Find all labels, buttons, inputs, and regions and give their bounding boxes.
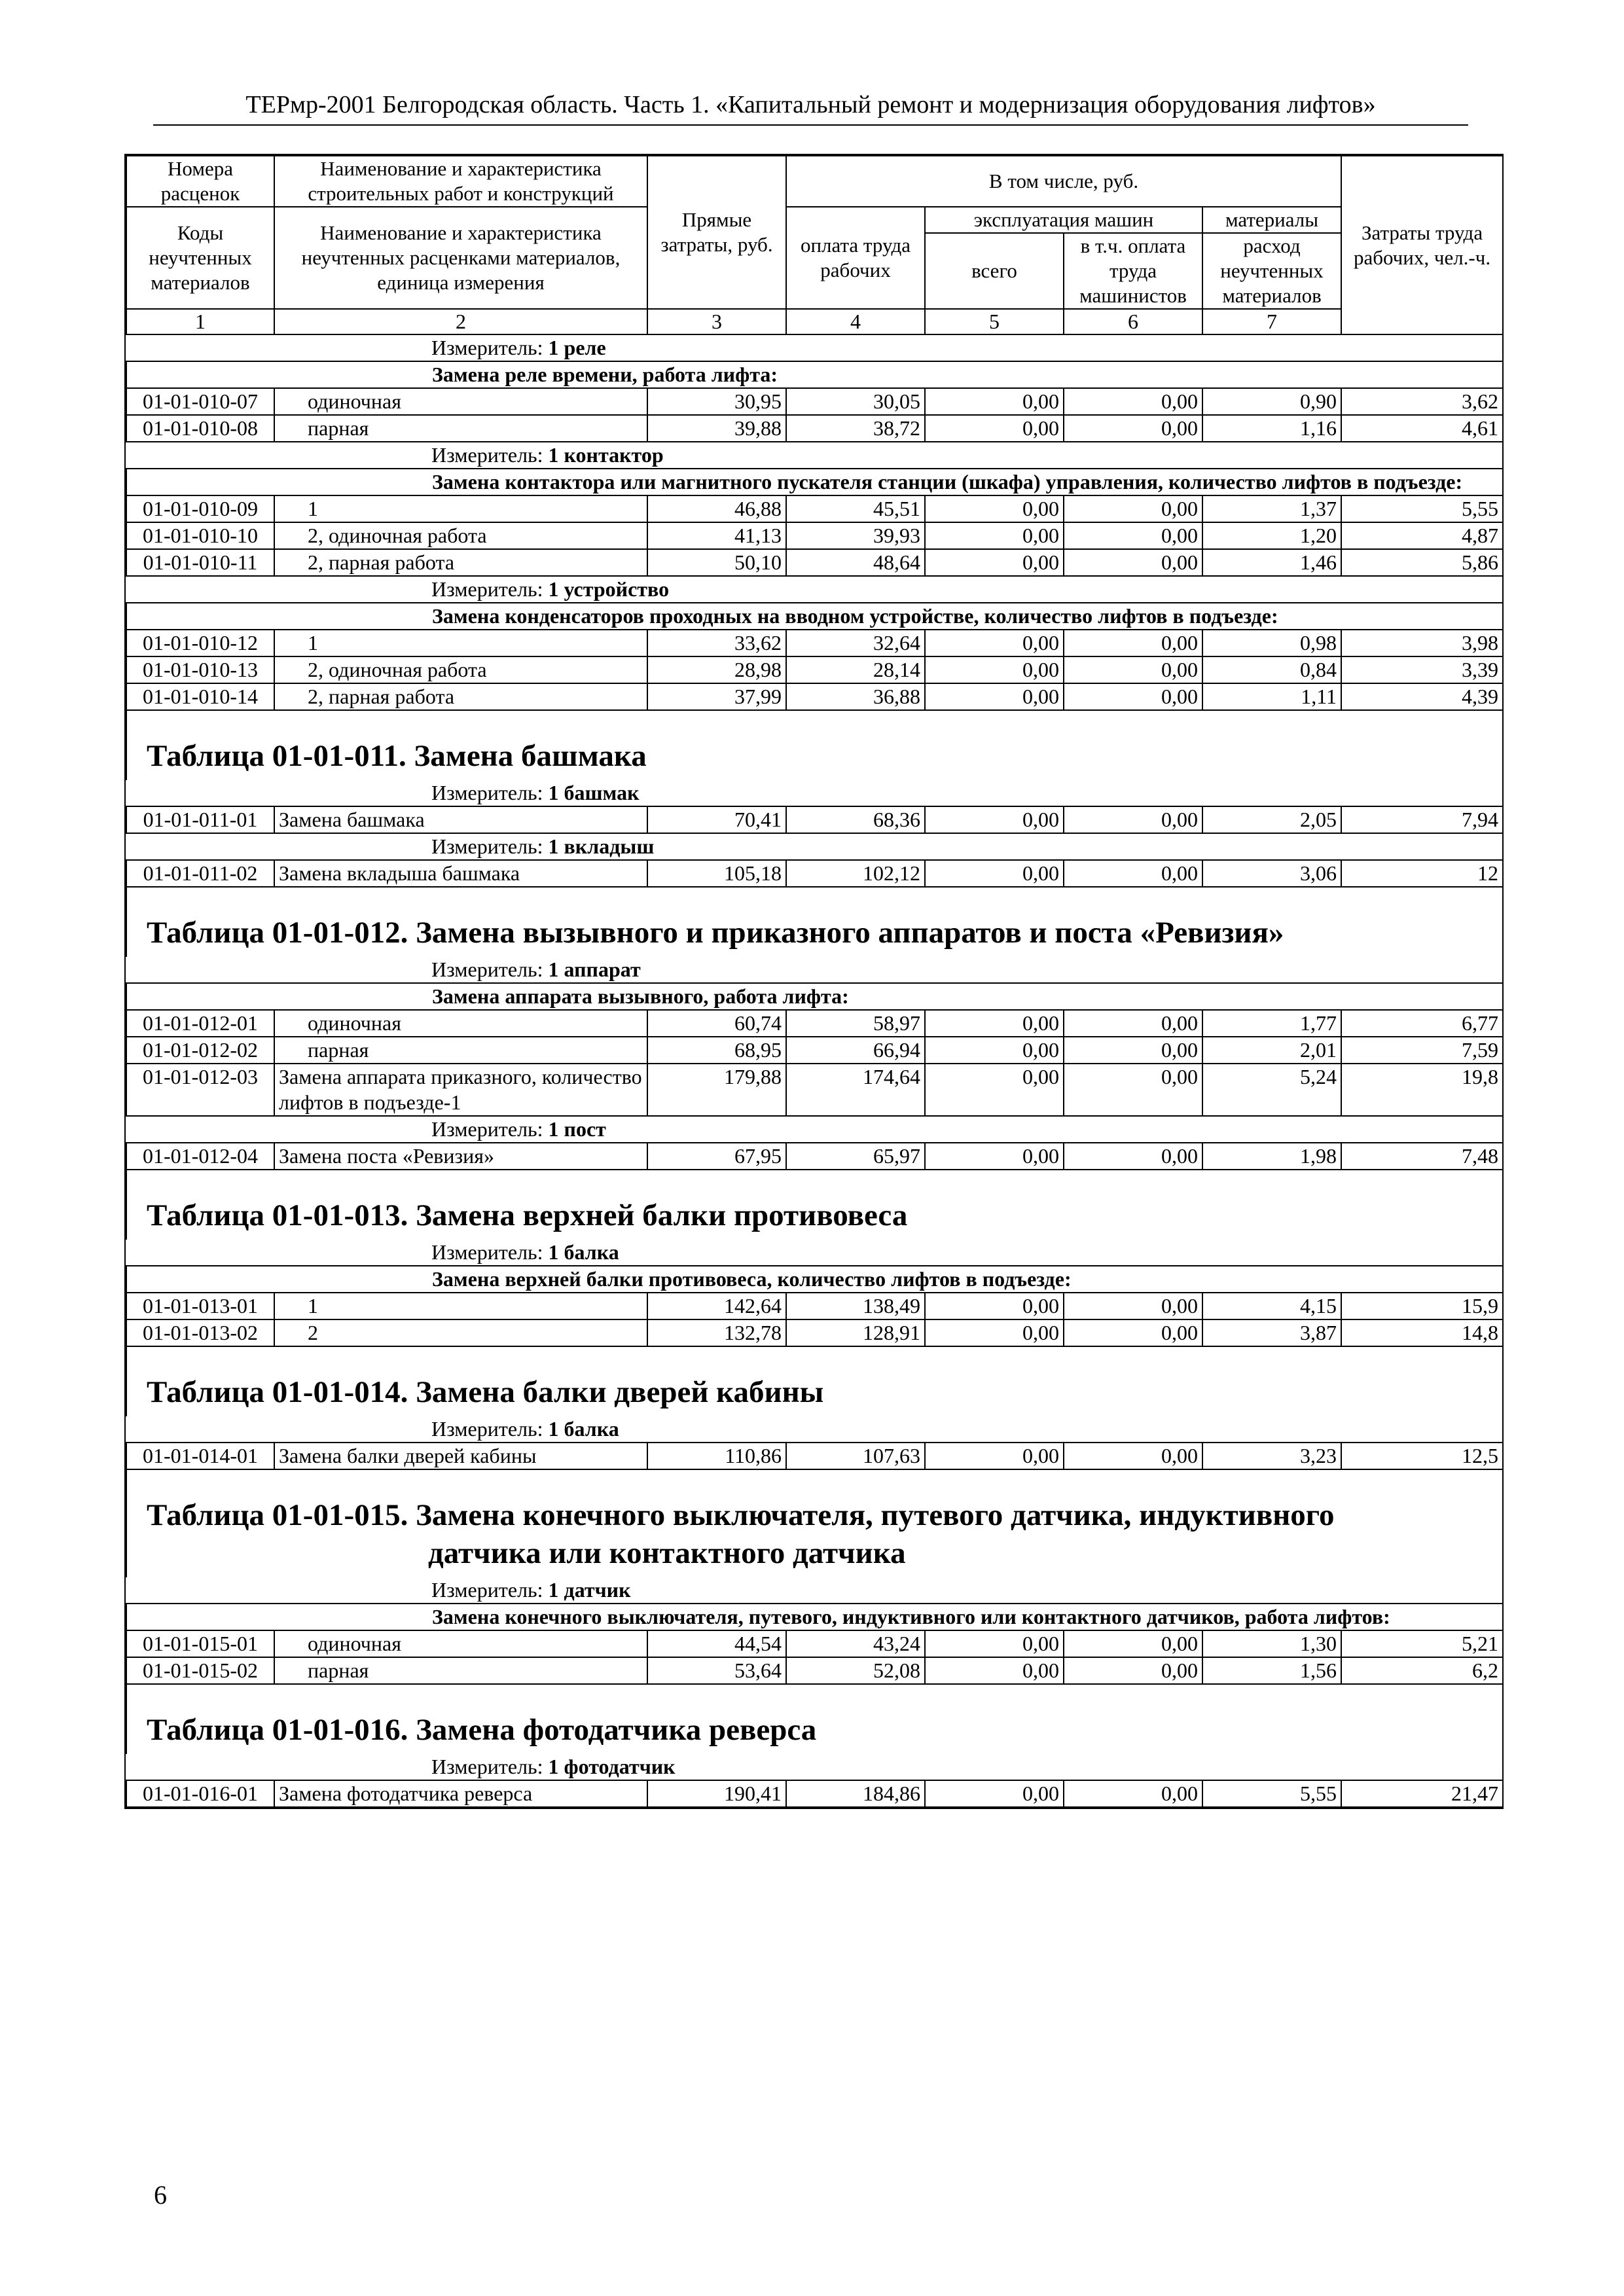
col-header-rate-numbers: Номера расценок bbox=[126, 156, 274, 207]
machines-total-cell: 0,00 bbox=[925, 549, 1064, 576]
rate-row bbox=[126, 1010, 1503, 1037]
rate-code: 01-01-011-02 bbox=[126, 860, 274, 887]
rate-code: 01-01-015-02 bbox=[126, 1657, 274, 1684]
rate-row bbox=[126, 1064, 1503, 1116]
work-name: одиночная bbox=[274, 388, 647, 415]
rate-row bbox=[126, 1037, 1503, 1064]
rate-code: 01-01-012-01 bbox=[126, 1010, 274, 1037]
rate-row bbox=[126, 630, 1503, 656]
work-name: Замена балки дверей кабины bbox=[274, 1443, 647, 1469]
rate-code: 01-01-012-04 bbox=[126, 1143, 274, 1170]
rate-row bbox=[126, 495, 1503, 522]
worker-pay-cell: 68,36 bbox=[786, 806, 925, 833]
rate-row bbox=[126, 1143, 1503, 1170]
measure-unit-value: 1 аппарат bbox=[548, 958, 641, 981]
work-name: 2, парная работа bbox=[274, 683, 647, 710]
machines-total-cell: 0,00 bbox=[925, 415, 1064, 442]
work-name: Замена фотодатчика реверса bbox=[274, 1780, 647, 1807]
work-name: парная bbox=[274, 415, 647, 442]
machines-total-cell: 0,00 bbox=[925, 656, 1064, 683]
worker-pay-cell: 184,86 bbox=[786, 1780, 925, 1807]
col-header-material-codes: Коды неучтенных материалов bbox=[126, 207, 274, 309]
machines-total-cell: 0,00 bbox=[925, 1657, 1064, 1684]
machines-total-cell: 0,00 bbox=[925, 1037, 1064, 1064]
measure-unit-value: 1 устройство bbox=[548, 577, 670, 601]
measure-unit-label: Измеритель: bbox=[431, 1117, 549, 1141]
column-number: 7 bbox=[1202, 309, 1341, 334]
rate-code: 01-01-010-07 bbox=[126, 388, 274, 415]
work-name: 2, одиночная работа bbox=[274, 522, 647, 549]
rate-row bbox=[126, 549, 1503, 576]
machines-total-cell: 0,00 bbox=[925, 495, 1064, 522]
operator-pay-cell: 0,00 bbox=[1064, 1064, 1202, 1116]
col-header-worker-pay: оплата труда рабочих bbox=[786, 207, 925, 309]
direct-costs-cell: 28,98 bbox=[647, 656, 786, 683]
work-name: одиночная bbox=[274, 1010, 647, 1037]
work-group-heading: Замена контактора или магнитного пускателя станции (шкафа) управления, количество лифтов в подъезде: bbox=[126, 469, 1503, 495]
operator-pay-cell: 0,00 bbox=[1064, 860, 1202, 887]
worker-pay-cell: 28,14 bbox=[786, 656, 925, 683]
materials-cost-cell: 1,77 bbox=[1202, 1010, 1341, 1037]
operator-pay-cell: 0,00 bbox=[1064, 656, 1202, 683]
measure-unit-value: 1 балка bbox=[548, 1417, 619, 1441]
table-title bbox=[126, 1346, 1503, 1416]
column-number: 3 bbox=[647, 309, 786, 334]
measure-unit-row bbox=[126, 1116, 1503, 1143]
machines-total-cell: 0,00 bbox=[925, 1443, 1064, 1469]
table-title bbox=[126, 1170, 1503, 1240]
table-title bbox=[126, 1469, 1503, 1577]
work-name: парная bbox=[274, 1657, 647, 1684]
col-header-material-name: Наименование и характеристика неучтенных расценками материалов, единица измерения bbox=[274, 207, 647, 309]
labor-hours-cell: 5,86 bbox=[1341, 549, 1503, 576]
labor-hours-cell: 3,39 bbox=[1341, 656, 1503, 683]
worker-pay-cell: 45,51 bbox=[786, 495, 925, 522]
machines-total-cell: 0,00 bbox=[925, 630, 1064, 656]
work-name: 1 bbox=[274, 1293, 647, 1319]
worker-pay-cell: 48,64 bbox=[786, 549, 925, 576]
operator-pay-cell: 0,00 bbox=[1064, 1143, 1202, 1170]
measure-unit-label: Измеритель: bbox=[431, 336, 549, 359]
worker-pay-cell: 65,97 bbox=[786, 1143, 925, 1170]
rate-code: 01-01-016-01 bbox=[126, 1780, 274, 1807]
measure-unit-value: 1 фотодатчик bbox=[548, 1755, 676, 1778]
measure-unit-row bbox=[126, 833, 1503, 860]
direct-costs-cell: 190,41 bbox=[647, 1780, 786, 1807]
work-group-heading: Замена аппарата вызывного, работа лифта: bbox=[126, 983, 1503, 1010]
measure-unit-label: Измеритель: bbox=[431, 1240, 549, 1264]
work-name: парная bbox=[274, 1037, 647, 1064]
col-header-materials: материалы bbox=[1202, 207, 1341, 233]
work-group-heading: Замена верхней балки противовеса, количество лифтов в подъезде: bbox=[126, 1266, 1503, 1293]
worker-pay-cell: 36,88 bbox=[786, 683, 925, 710]
materials-cost-cell: 5,24 bbox=[1202, 1064, 1341, 1116]
table-title-text: Таблица 01-01-014. Замена балки дверей кабины bbox=[147, 1375, 824, 1409]
machines-total-cell: 0,00 bbox=[925, 1780, 1064, 1807]
materials-cost-cell: 1,37 bbox=[1202, 495, 1341, 522]
work-name: Замена поста «Ревизия» bbox=[274, 1143, 647, 1170]
direct-costs-cell: 46,88 bbox=[647, 495, 786, 522]
operator-pay-cell: 0,00 bbox=[1064, 415, 1202, 442]
worker-pay-cell: 102,12 bbox=[786, 860, 925, 887]
measure-unit-label: Измеритель: bbox=[431, 1578, 549, 1602]
measure-unit-label: Измеритель: bbox=[431, 1755, 549, 1778]
worker-pay-cell: 128,91 bbox=[786, 1319, 925, 1346]
worker-pay-cell: 58,97 bbox=[786, 1010, 925, 1037]
machines-total-cell: 0,00 bbox=[925, 1064, 1064, 1116]
materials-cost-cell: 2,01 bbox=[1202, 1037, 1341, 1064]
table-title-continuation: датчика или контактного датчика bbox=[428, 1536, 906, 1570]
direct-costs-cell: 70,41 bbox=[647, 806, 786, 833]
table-title-row bbox=[126, 1346, 1503, 1416]
table-title-row bbox=[126, 1469, 1503, 1577]
machines-total-cell: 0,00 bbox=[925, 522, 1064, 549]
direct-costs-cell: 67,95 bbox=[647, 1143, 786, 1170]
table-title bbox=[126, 1684, 1503, 1754]
measure-unit-row bbox=[126, 1754, 1503, 1780]
worker-pay-cell: 39,93 bbox=[786, 522, 925, 549]
materials-cost-cell: 3,23 bbox=[1202, 1443, 1341, 1469]
rate-row bbox=[126, 415, 1503, 442]
materials-cost-cell: 0,98 bbox=[1202, 630, 1341, 656]
measure-unit-value: 1 вкладыш bbox=[548, 834, 655, 858]
column-number: 4 bbox=[786, 309, 925, 334]
worker-pay-cell: 107,63 bbox=[786, 1443, 925, 1469]
materials-cost-cell: 1,98 bbox=[1202, 1143, 1341, 1170]
rate-code: 01-01-010-13 bbox=[126, 656, 274, 683]
measure-unit-value: 1 датчик bbox=[548, 1578, 631, 1602]
worker-pay-cell: 43,24 bbox=[786, 1630, 925, 1657]
labor-hours-cell: 7,59 bbox=[1341, 1037, 1503, 1064]
labor-hours-cell: 4,61 bbox=[1341, 415, 1503, 442]
operator-pay-cell: 0,00 bbox=[1064, 1037, 1202, 1064]
labor-hours-cell: 4,39 bbox=[1341, 683, 1503, 710]
rate-row bbox=[126, 1293, 1503, 1319]
rate-row bbox=[126, 683, 1503, 710]
work-name: 2 bbox=[274, 1319, 647, 1346]
measure-unit-row bbox=[126, 1416, 1503, 1443]
direct-costs-cell: 68,95 bbox=[647, 1037, 786, 1064]
operator-pay-cell: 0,00 bbox=[1064, 1630, 1202, 1657]
operator-pay-cell: 0,00 bbox=[1064, 1010, 1202, 1037]
operator-pay-cell: 0,00 bbox=[1064, 1657, 1202, 1684]
labor-hours-cell: 12,5 bbox=[1341, 1443, 1503, 1469]
work-name: 2, одиночная работа bbox=[274, 656, 647, 683]
table-title-text: Таблица 01-01-015. Замена конечного выключателя, путевого датчика, индуктивного bbox=[147, 1498, 1335, 1532]
labor-hours-cell: 6,2 bbox=[1341, 1657, 1503, 1684]
operator-pay-cell: 0,00 bbox=[1064, 1319, 1202, 1346]
direct-costs-cell: 44,54 bbox=[647, 1630, 786, 1657]
worker-pay-cell: 138,49 bbox=[786, 1293, 925, 1319]
work-name: одиночная bbox=[274, 1630, 647, 1657]
labor-hours-cell: 7,48 bbox=[1341, 1143, 1503, 1170]
work-group-heading: Замена реле времени, работа лифта: bbox=[126, 361, 1503, 388]
materials-cost-cell: 1,20 bbox=[1202, 522, 1341, 549]
rates-table bbox=[126, 155, 1504, 1808]
rate-code: 01-01-010-14 bbox=[126, 683, 274, 710]
table-title bbox=[126, 887, 1503, 957]
rate-code: 01-01-013-01 bbox=[126, 1293, 274, 1319]
col-header-operator-pay: в т.ч. оплата труда машинистов bbox=[1064, 233, 1202, 309]
machines-total-cell: 0,00 bbox=[925, 1319, 1064, 1346]
machines-total-cell: 0,00 bbox=[925, 860, 1064, 887]
measure-unit-value: 1 пост bbox=[548, 1117, 606, 1141]
rate-row bbox=[126, 1443, 1503, 1469]
table-title-row bbox=[126, 1684, 1503, 1754]
measure-unit-label: Измеритель: bbox=[431, 781, 549, 804]
materials-cost-cell: 0,90 bbox=[1202, 388, 1341, 415]
operator-pay-cell: 0,00 bbox=[1064, 630, 1202, 656]
direct-costs-cell: 50,10 bbox=[647, 549, 786, 576]
work-group-row bbox=[126, 361, 1503, 388]
operator-pay-cell: 0,00 bbox=[1064, 1780, 1202, 1807]
work-group-row bbox=[126, 1266, 1503, 1293]
work-name: Замена аппарата приказного, количество лифтов в подъезде-1 bbox=[274, 1064, 647, 1116]
rate-row bbox=[126, 1630, 1503, 1657]
worker-pay-cell: 32,64 bbox=[786, 630, 925, 656]
machines-total-cell: 0,00 bbox=[925, 1143, 1064, 1170]
labor-hours-cell: 21,47 bbox=[1341, 1780, 1503, 1807]
work-name: Замена башмака bbox=[274, 806, 647, 833]
page-number: 6 bbox=[154, 2180, 167, 2210]
table-title-text: Таблица 01-01-012. Замена вызывного и приказного аппаратов и поста «Ревизия» bbox=[147, 916, 1284, 950]
operator-pay-cell: 0,00 bbox=[1064, 495, 1202, 522]
rate-code: 01-01-011-01 bbox=[126, 806, 274, 833]
rate-code: 01-01-012-02 bbox=[126, 1037, 274, 1064]
work-group-heading: Замена конденсаторов проходных на вводном устройстве, количество лифтов в подъезде: bbox=[126, 603, 1503, 630]
direct-costs-cell: 132,78 bbox=[647, 1319, 786, 1346]
operator-pay-cell: 0,00 bbox=[1064, 522, 1202, 549]
rates-table-container bbox=[124, 154, 1504, 1809]
labor-hours-cell: 19,8 bbox=[1341, 1064, 1503, 1116]
labor-hours-cell: 12 bbox=[1341, 860, 1503, 887]
materials-cost-cell: 4,15 bbox=[1202, 1293, 1341, 1319]
column-number: 5 bbox=[925, 309, 1064, 334]
direct-costs-cell: 179,88 bbox=[647, 1064, 786, 1116]
rate-code: 01-01-014-01 bbox=[126, 1443, 274, 1469]
direct-costs-cell: 110,86 bbox=[647, 1443, 786, 1469]
measure-unit-label: Измеритель: bbox=[431, 443, 549, 467]
labor-hours-cell: 4,87 bbox=[1341, 522, 1503, 549]
materials-cost-cell: 1,46 bbox=[1202, 549, 1341, 576]
rates-body bbox=[126, 334, 1503, 1807]
labor-hours-cell: 3,98 bbox=[1341, 630, 1503, 656]
running-header: ТЕРмр-2001 Белгородская область. Часть 1. «Капитальный ремонт и модернизация оборудования лифтов» bbox=[153, 90, 1468, 126]
col-header-direct-costs: Прямые затраты, руб. bbox=[647, 156, 786, 309]
rate-code: 01-01-012-03 bbox=[126, 1064, 274, 1116]
materials-cost-cell: 1,30 bbox=[1202, 1630, 1341, 1657]
rate-row bbox=[126, 806, 1503, 833]
col-header-machines: эксплуатация машин bbox=[925, 207, 1202, 233]
materials-cost-cell: 1,56 bbox=[1202, 1657, 1341, 1684]
direct-costs-cell: 41,13 bbox=[647, 522, 786, 549]
measure-unit-row bbox=[126, 1577, 1503, 1604]
measure-unit-row bbox=[126, 1240, 1503, 1266]
materials-cost-cell: 5,55 bbox=[1202, 1780, 1341, 1807]
operator-pay-cell: 0,00 bbox=[1064, 388, 1202, 415]
measure-unit-row bbox=[126, 442, 1503, 469]
work-group-row bbox=[126, 469, 1503, 495]
table-title bbox=[126, 710, 1503, 780]
rate-row bbox=[126, 1780, 1503, 1807]
rate-row bbox=[126, 1319, 1503, 1346]
operator-pay-cell: 0,00 bbox=[1064, 1443, 1202, 1469]
col-header-work-name: Наименование и характеристика строительных работ и конструкций bbox=[274, 156, 647, 207]
work-group-heading: Замена конечного выключателя, путевого, индуктивного или контактного датчиков, работа лифтов: bbox=[126, 1604, 1503, 1630]
rate-row bbox=[126, 860, 1503, 887]
col-header-unaccounted-materials: расход неучтенных материалов bbox=[1202, 233, 1341, 309]
measure-unit-row bbox=[126, 334, 1503, 361]
rate-code: 01-01-010-12 bbox=[126, 630, 274, 656]
table-title-text: Таблица 01-01-013. Замена верхней балки противовеса bbox=[147, 1198, 908, 1232]
direct-costs-cell: 53,64 bbox=[647, 1657, 786, 1684]
measure-unit-row bbox=[126, 576, 1503, 603]
materials-cost-cell: 2,05 bbox=[1202, 806, 1341, 833]
rate-code: 01-01-010-10 bbox=[126, 522, 274, 549]
operator-pay-cell: 0,00 bbox=[1064, 683, 1202, 710]
worker-pay-cell: 38,72 bbox=[786, 415, 925, 442]
table-title-row bbox=[126, 1170, 1503, 1240]
worker-pay-cell: 30,05 bbox=[786, 388, 925, 415]
work-name: Замена вкладыша башмака bbox=[274, 860, 647, 887]
rate-code: 01-01-015-01 bbox=[126, 1630, 274, 1657]
labor-hours-cell: 7,94 bbox=[1341, 806, 1503, 833]
measure-unit-label: Измеритель: bbox=[431, 834, 549, 858]
worker-pay-cell: 174,64 bbox=[786, 1064, 925, 1116]
materials-cost-cell: 3,87 bbox=[1202, 1319, 1341, 1346]
work-group-row bbox=[126, 1604, 1503, 1630]
labor-hours-cell: 6,77 bbox=[1341, 1010, 1503, 1037]
labor-hours-cell: 15,9 bbox=[1341, 1293, 1503, 1319]
rate-row bbox=[126, 522, 1503, 549]
labor-hours-cell: 5,21 bbox=[1341, 1630, 1503, 1657]
machines-total-cell: 0,00 bbox=[925, 1010, 1064, 1037]
worker-pay-cell: 66,94 bbox=[786, 1037, 925, 1064]
measure-unit-value: 1 башмак bbox=[548, 781, 640, 804]
labor-hours-cell: 3,62 bbox=[1341, 388, 1503, 415]
work-name: 1 bbox=[274, 495, 647, 522]
work-name: 2, парная работа bbox=[274, 549, 647, 576]
direct-costs-cell: 39,88 bbox=[647, 415, 786, 442]
measure-unit-value: 1 балка bbox=[548, 1240, 619, 1264]
rate-row bbox=[126, 388, 1503, 415]
direct-costs-cell: 60,74 bbox=[647, 1010, 786, 1037]
column-number: 1 bbox=[126, 309, 274, 334]
operator-pay-cell: 0,00 bbox=[1064, 806, 1202, 833]
rate-row bbox=[126, 656, 1503, 683]
machines-total-cell: 0,00 bbox=[925, 1630, 1064, 1657]
measure-unit-label: Измеритель: bbox=[431, 1417, 549, 1441]
measure-unit-value: 1 контактор bbox=[548, 443, 664, 467]
work-group-row bbox=[126, 603, 1503, 630]
measure-unit-row bbox=[126, 957, 1503, 983]
work-group-row bbox=[126, 983, 1503, 1010]
direct-costs-cell: 30,95 bbox=[647, 388, 786, 415]
rate-code: 01-01-013-02 bbox=[126, 1319, 274, 1346]
direct-costs-cell: 142,64 bbox=[647, 1293, 786, 1319]
machines-total-cell: 0,00 bbox=[925, 806, 1064, 833]
direct-costs-cell: 37,99 bbox=[647, 683, 786, 710]
table-title-text: Таблица 01-01-016. Замена фотодатчика реверса bbox=[147, 1713, 817, 1747]
machines-total-cell: 0,00 bbox=[925, 683, 1064, 710]
column-number-row bbox=[126, 309, 1503, 334]
materials-cost-cell: 1,11 bbox=[1202, 683, 1341, 710]
machines-total-cell: 0,00 bbox=[925, 1293, 1064, 1319]
operator-pay-cell: 0,00 bbox=[1064, 1293, 1202, 1319]
measure-unit-row bbox=[126, 780, 1503, 806]
rate-code: 01-01-010-09 bbox=[126, 495, 274, 522]
table-title-row bbox=[126, 887, 1503, 957]
direct-costs-cell: 33,62 bbox=[647, 630, 786, 656]
work-name: 1 bbox=[274, 630, 647, 656]
labor-hours-cell: 14,8 bbox=[1341, 1319, 1503, 1346]
labor-hours-cell: 5,55 bbox=[1341, 495, 1503, 522]
rate-code: 01-01-010-08 bbox=[126, 415, 274, 442]
rate-row bbox=[126, 1657, 1503, 1684]
column-number: 2 bbox=[274, 309, 647, 334]
machines-total-cell: 0,00 bbox=[925, 388, 1064, 415]
worker-pay-cell: 52,08 bbox=[786, 1657, 925, 1684]
direct-costs-cell: 105,18 bbox=[647, 860, 786, 887]
table-title-text: Таблица 01-01-011. Замена башмака bbox=[147, 739, 647, 773]
rate-code: 01-01-010-11 bbox=[126, 549, 274, 576]
materials-cost-cell: 1,16 bbox=[1202, 415, 1341, 442]
col-header-labor-costs: Затраты труда рабочих, чел.-ч. bbox=[1341, 156, 1503, 334]
col-header-including: В том числе, руб. bbox=[786, 156, 1341, 207]
measure-unit-value: 1 реле bbox=[548, 336, 606, 359]
materials-cost-cell: 0,84 bbox=[1202, 656, 1341, 683]
materials-cost-cell: 3,06 bbox=[1202, 860, 1341, 887]
column-number: 6 bbox=[1064, 309, 1202, 334]
measure-unit-label: Измеритель: bbox=[431, 577, 549, 601]
operator-pay-cell: 0,00 bbox=[1064, 549, 1202, 576]
measure-unit-label: Измеритель: bbox=[431, 958, 549, 981]
table-title-row bbox=[126, 710, 1503, 780]
col-header-machines-total: всего bbox=[925, 233, 1064, 309]
